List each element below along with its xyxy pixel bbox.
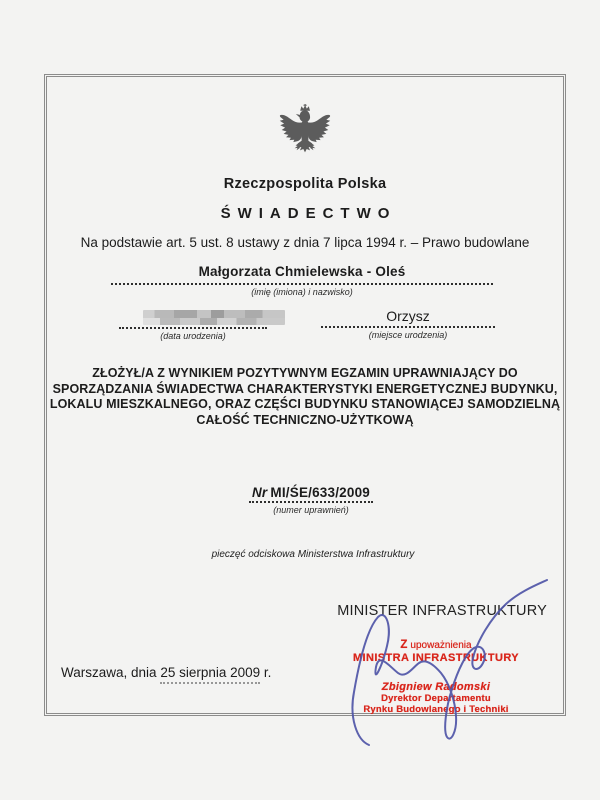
country-title: Rzeczpospolita Polska <box>223 176 387 192</box>
certificate-border-frame <box>44 74 566 716</box>
stamp-signer-title-2: Rynku Budowlanego i Techniki <box>363 704 509 715</box>
stamp-signer-title-1: Dyrektor Departamentu <box>381 693 491 704</box>
holder-name-block <box>111 263 493 297</box>
stamp-signer-name: Zbigniew Radomski <box>381 681 491 693</box>
certificate-number-block <box>53 485 569 515</box>
birth-date-dotted-line <box>119 327 267 329</box>
birth-place-caption: (miejsce urodzenia) <box>368 330 448 340</box>
stamp-line2: MINISTRA INFRASTRUKTURY <box>352 652 520 664</box>
statement-line: SPORZĄDZANIA ŚWIADECTWA CHARAKTERYSTYKI ENERGETYCZNEJ BUDYNKU, <box>52 381 558 396</box>
birth-date-caption: (data urodzenia) <box>160 331 226 341</box>
holder-name-caption: (imię (imiona) i nazwisko) <box>251 287 353 297</box>
polish-eagle-emblem-icon <box>276 103 334 165</box>
certificate-number-prefix: Nr <box>251 485 268 500</box>
issue-date-line <box>61 665 271 680</box>
statement-line: ZŁOŻYŁ/A Z WYNIKIEM POZYTYWNYM EGZAMIN UPRAWNIAJĄCY DO <box>92 366 518 380</box>
birth-date-redacted-blur <box>143 310 285 325</box>
certificate-number-caption: (numer uprawnień) <box>273 505 349 515</box>
statement-line: CAŁOŚĆ TECHNICZNO-UŻYTKOWĄ <box>196 412 414 427</box>
stamp-line1: upoważnienia <box>410 640 472 651</box>
birth-place-block <box>321 308 495 340</box>
issue-date-prefix: Warszawa, dnia <box>61 665 157 680</box>
certificate-number-dotted-line <box>249 501 373 503</box>
birth-date-block <box>99 310 275 341</box>
birth-place: Orzysz <box>386 308 430 324</box>
holder-name: Małgorzata Chmielewska - Oleś <box>198 264 406 279</box>
issue-date-suffix: r. <box>263 665 272 680</box>
legal-basis-text: Na podstawie art. 5 ust. 8 ustawy z dnia 7 lipca 1994 r. – Prawo budowlane <box>80 235 530 250</box>
statement-line: LOKALU MIESZKALNEGO, ORAZ CZĘŚCI BUDYNKU STANOWIĄCEJ SAMODZIELNĄ <box>49 397 561 411</box>
document-title: ŚWIADECTWO <box>220 205 397 222</box>
minister-title: MINISTER INFRASTRUKTURY <box>337 603 547 619</box>
certificate-number: MI/ŚE/633/2009 <box>270 485 371 500</box>
authorization-stamp <box>324 639 548 715</box>
issue-date-value: 25 sierpnia 2009 <box>160 665 260 684</box>
stamp-line1-prefix: Z <box>400 639 408 651</box>
certification-statement <box>47 366 563 428</box>
seal-caption: pieczęć odciskowa Ministerstwa Infrastruktury <box>211 549 415 560</box>
